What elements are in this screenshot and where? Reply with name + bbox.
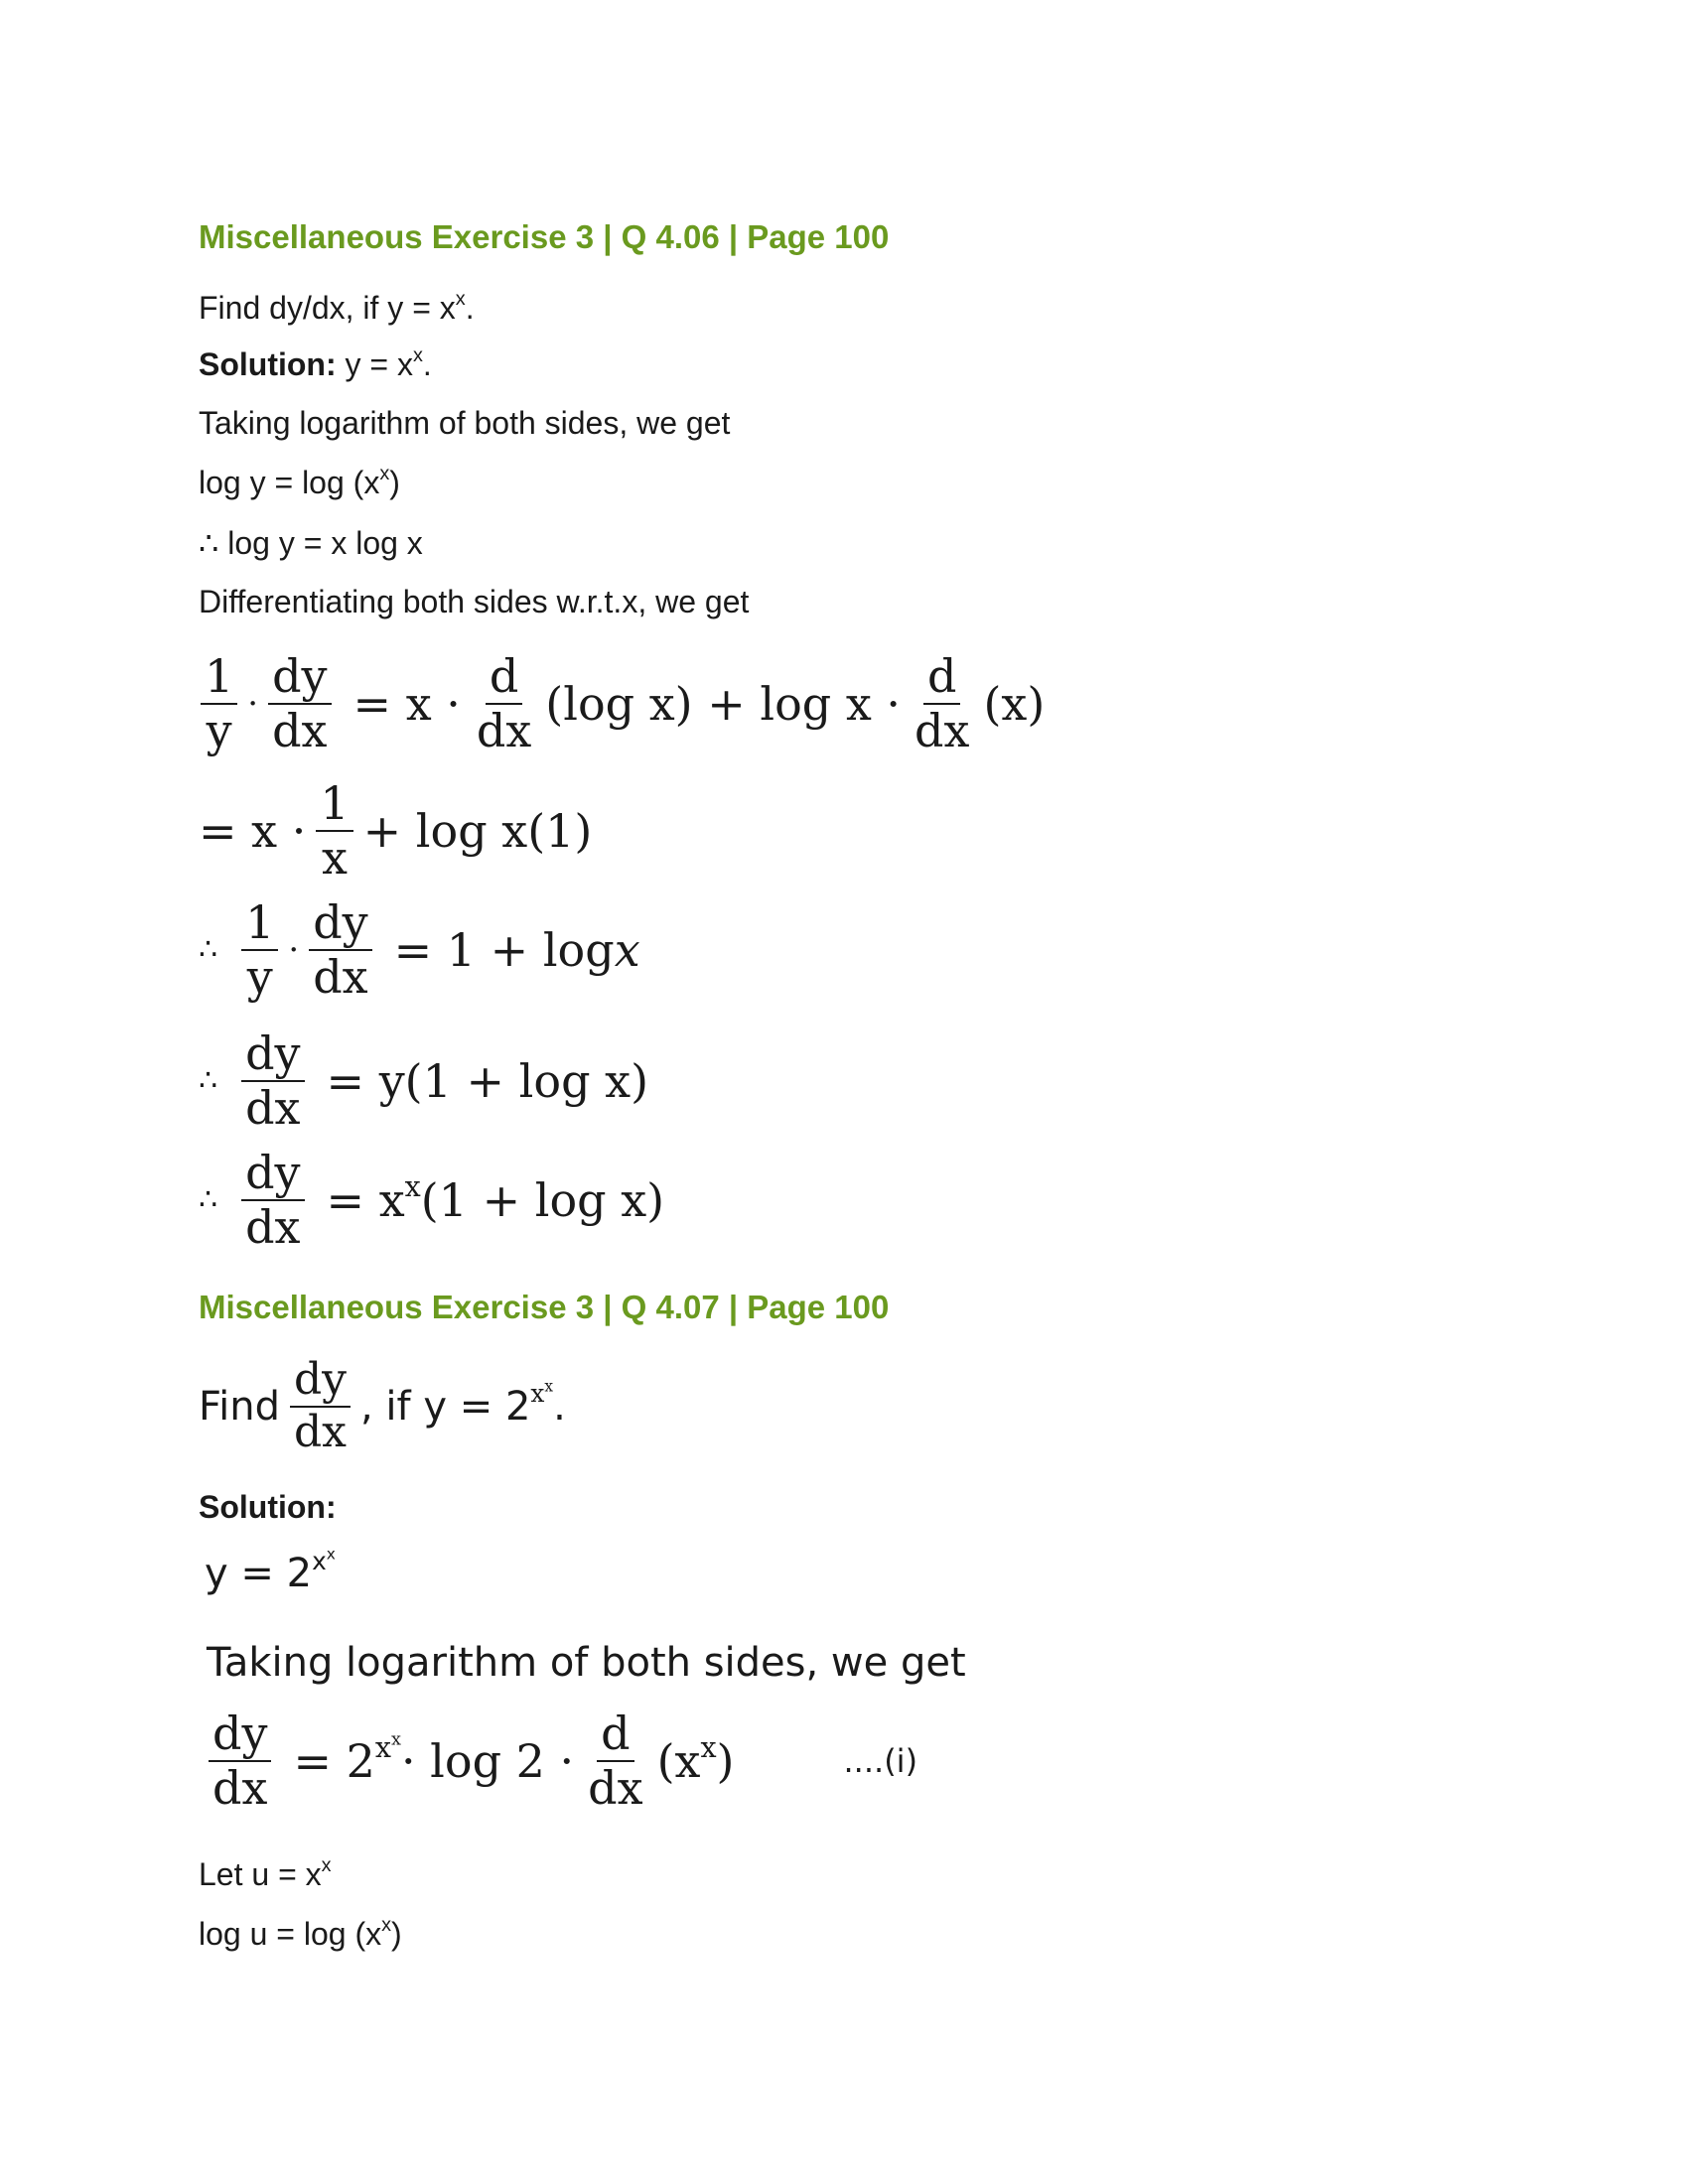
step-equation: $\log y = \log (x^x)$: [199, 463, 400, 500]
step-text: Taking logarithm of both sides, we get: [207, 1640, 966, 1686]
math-equation-4: ∴ $\frac{dy}{dx}$ = y(1 + log x): [199, 1026, 649, 1135]
step-text: Taking logarithm of both sides, we get: [199, 405, 731, 441]
math-equation-1: $\frac{1}{y}$ · $\frac{dy}{dx}$ = x · $\frac{d}{dx}$ (log x) + log x · $\frac{d}{dx}$ (x): [199, 650, 1045, 757]
solution-label: Solution:: [199, 346, 337, 382]
step-equation: $y = 2^{x^x}$: [205, 1544, 336, 1596]
question-q406: Find dy/dx, if $y = x^x$.: [199, 288, 475, 326]
solution-label: Solution:: [199, 1489, 337, 1525]
section-heading-q406: Miscellaneous Exercise 3 | Q 4.06 | Page 100: [199, 218, 890, 255]
step-equation: Let $u = x^x$: [199, 1854, 332, 1892]
math-equation-2: = x · $\frac{1}{x}$ + log x(1): [199, 776, 593, 885]
math-equation-3: ∴ $\frac{1}{y}$ · $\frac{dy}{dx}$ = 1 + log x: [199, 895, 640, 1004]
question-q407: Find $\frac{dy}{dx}$ , if y = 2 $^{x^x}$ .: [199, 1354, 566, 1457]
solution-q406: Solution: $y = x^x$.: [199, 344, 432, 382]
section-heading-q407: Miscellaneous Exercise 3 | Q 4.07 | Page 100: [199, 1289, 890, 1325]
step-text: Differentiating both sides w.r.t.x, we get: [199, 584, 750, 619]
equation-tag: ....(i): [843, 1741, 918, 1780]
math-equation-q407-1: $\frac{dy}{dx}$ = $2^{x^x}$ · log 2 · $\frac{d}{dx}$ $(x^x)$ ....(i): [209, 1707, 917, 1815]
math-equation-5: ∴ $\frac{dy}{dx}$ = $x^x(1 + \log x)$: [199, 1146, 665, 1254]
step-equation: $\log u = \log (x^x)$: [199, 1914, 402, 1952]
step-equation: ∴ log y = x log x: [199, 525, 423, 561]
